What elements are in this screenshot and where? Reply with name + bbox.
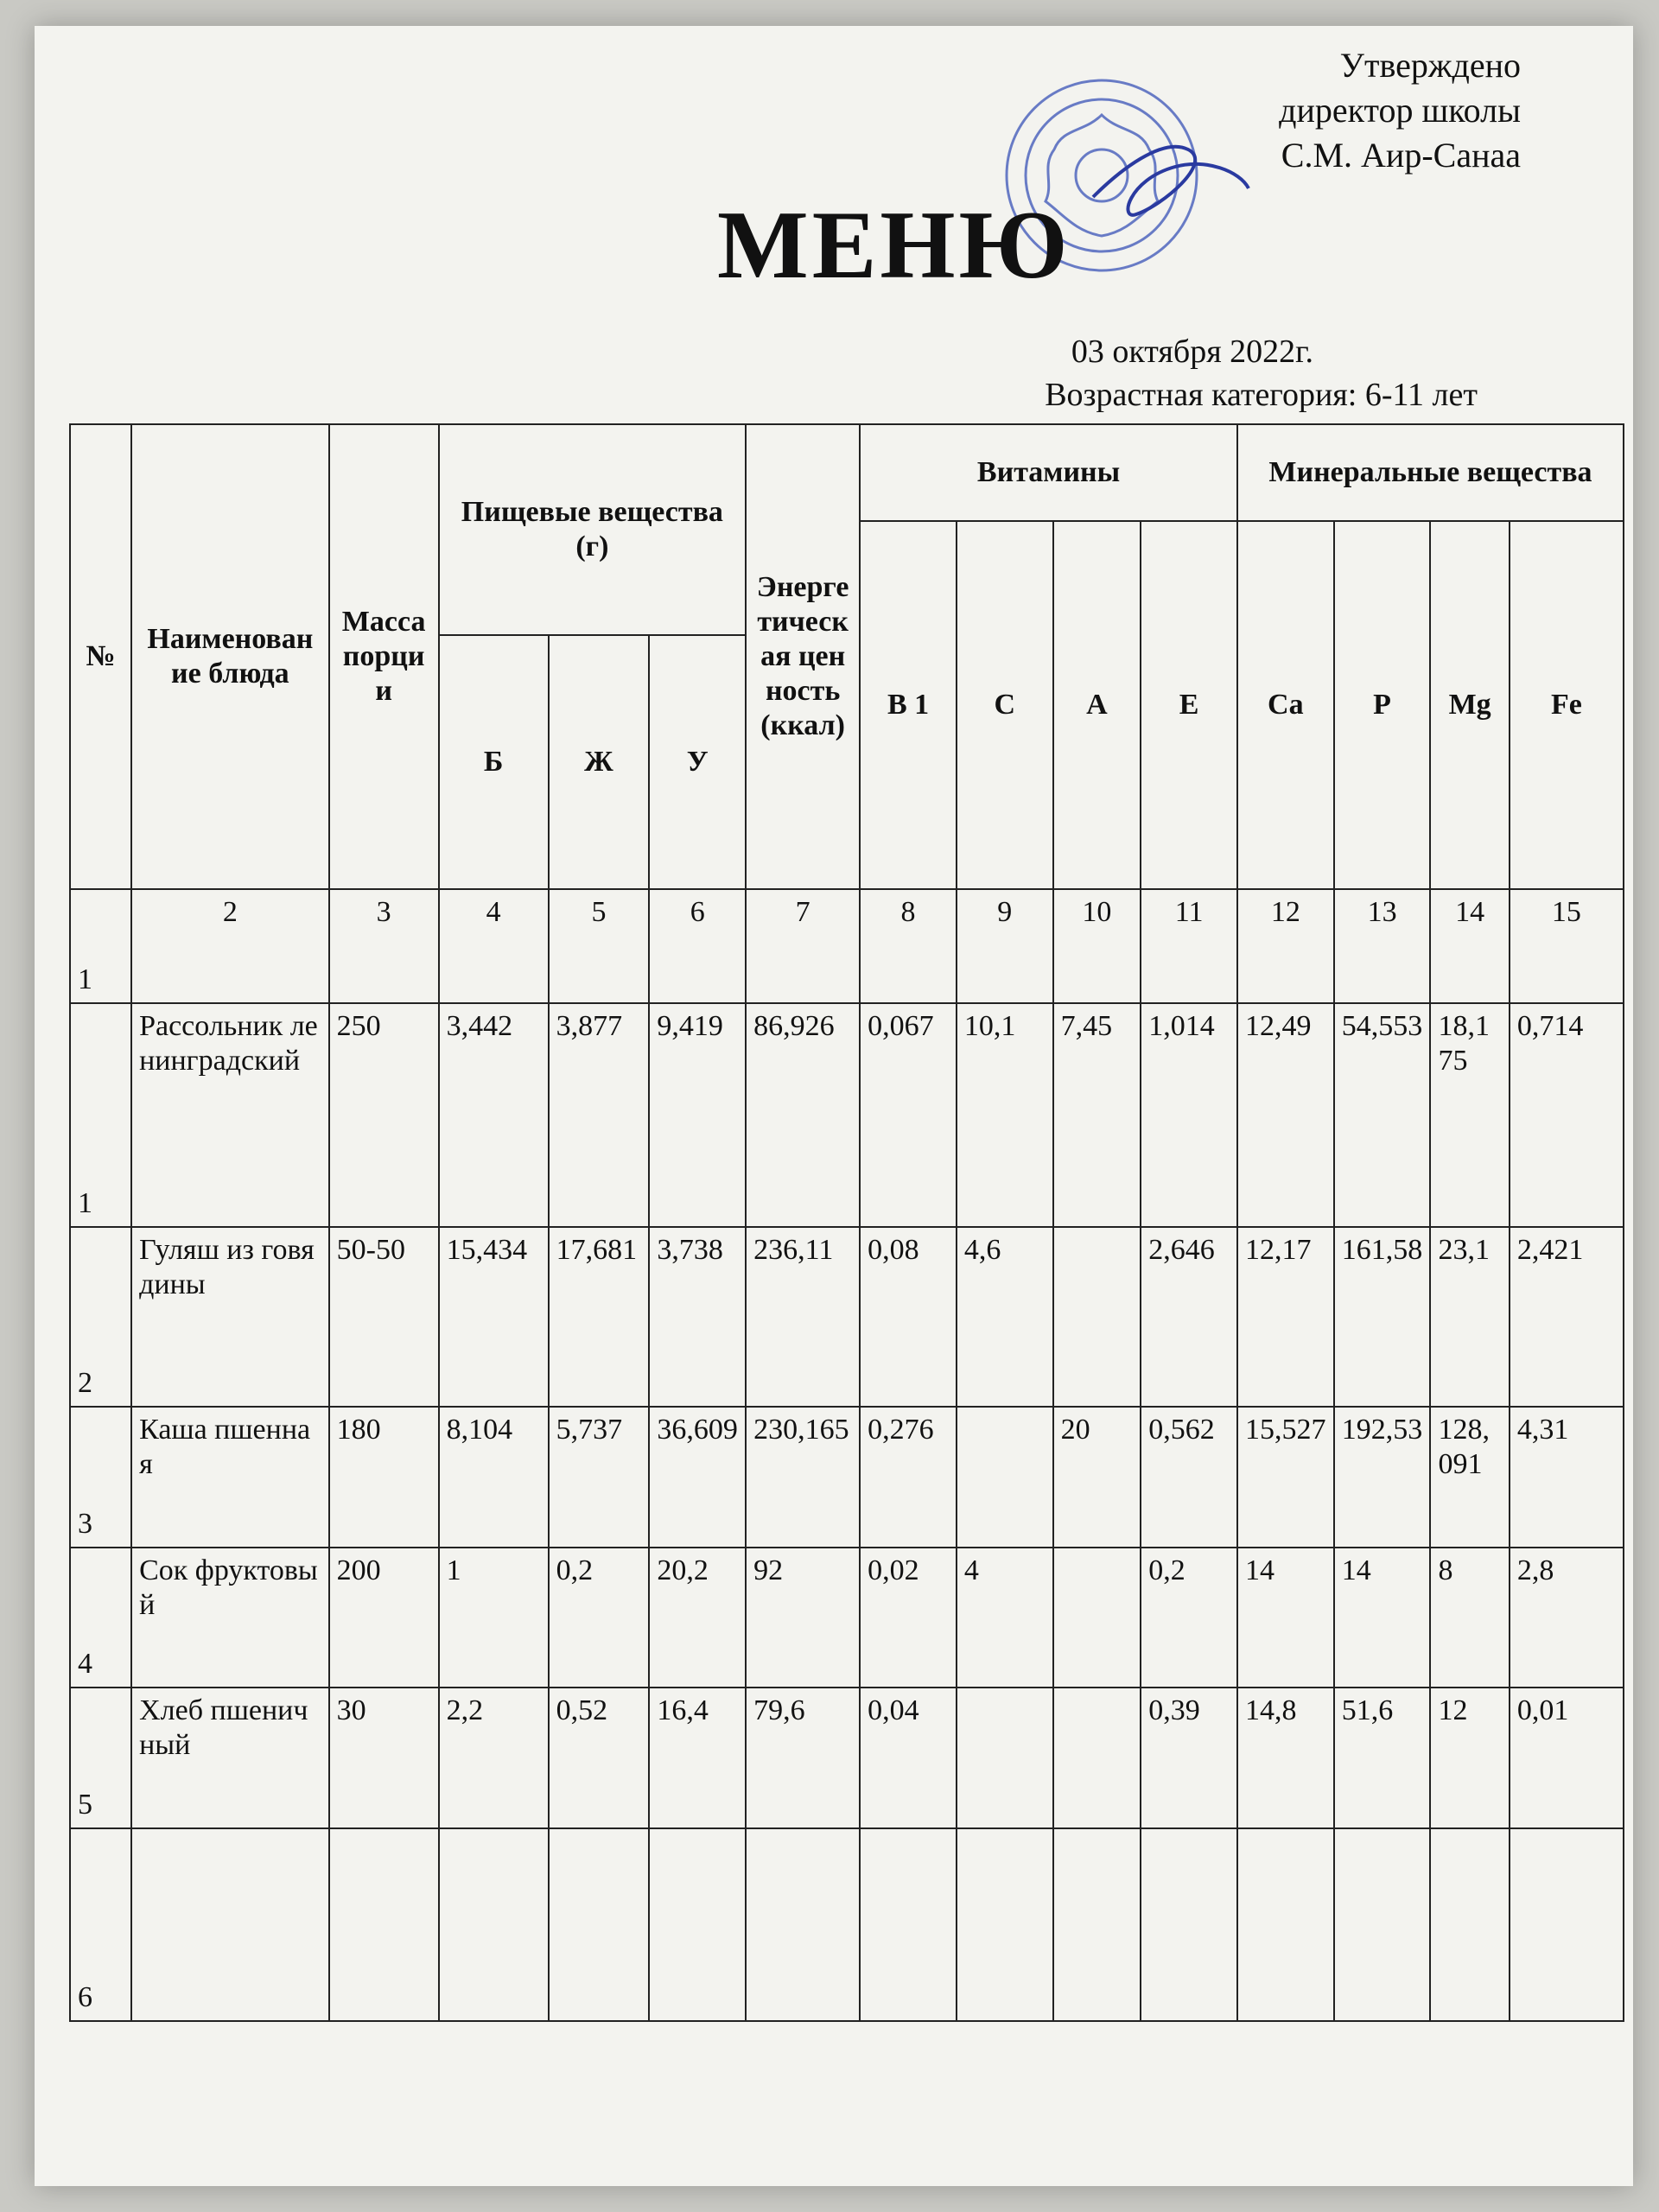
cell-mg: 8: [1430, 1548, 1509, 1688]
cell-e: 1,014: [1141, 1003, 1237, 1227]
cell-c: [957, 1407, 1053, 1547]
cell-dish: Гуляш из говядины: [131, 1227, 329, 1407]
cell-u: 20,2: [649, 1548, 746, 1688]
cell-b1: 0,08: [860, 1227, 957, 1407]
cell-u: [649, 1828, 746, 2021]
cell-fe: 0,01: [1510, 1688, 1624, 1827]
cell-b1: 0,04: [860, 1688, 957, 1827]
menu-date: 03 октября 2022г.: [1071, 334, 1313, 370]
cell-ca: 12,49: [1237, 1003, 1334, 1227]
cell-mg: 128,091: [1430, 1407, 1509, 1547]
header-e: Е: [1141, 521, 1237, 889]
cell-energy: [746, 1828, 860, 2021]
cell-b1: 0,067: [860, 1003, 957, 1227]
cell-fe: 2,8: [1510, 1548, 1624, 1688]
cell-p: 161,58: [1334, 1227, 1431, 1407]
cell-c: 4,6: [957, 1227, 1053, 1407]
cell-b1: 0,276: [860, 1407, 957, 1547]
table-row: [70, 1227, 1624, 1407]
cell-a: [1053, 1688, 1141, 1827]
header-b1: В 1: [860, 521, 957, 889]
cell-ca: 14,8: [1237, 1688, 1334, 1827]
header-b: Б: [439, 635, 549, 889]
col-number: 9: [957, 889, 1053, 1003]
col-number: 8: [860, 889, 957, 1003]
cell-num: 6: [70, 1828, 131, 2021]
cell-b: 1: [439, 1548, 549, 1688]
table-row: [70, 1003, 1624, 1227]
cell-mass: [329, 1828, 439, 2021]
menu-sheet: [35, 26, 1633, 2186]
cell-dish: Сок фруктовый: [131, 1548, 329, 1688]
cell-p: 54,553: [1334, 1003, 1431, 1227]
menu-table: [69, 423, 1624, 2022]
cell-energy: 236,11: [746, 1227, 860, 1407]
cell-a: 20: [1053, 1407, 1141, 1547]
cell-num: 1: [70, 1003, 131, 1227]
cell-b: 3,442: [439, 1003, 549, 1227]
col-number: 2: [131, 889, 329, 1003]
header-num: №: [70, 424, 131, 889]
table-row: [70, 1828, 1624, 2021]
cell-zh: [549, 1828, 650, 2021]
header-fe: Fe: [1510, 521, 1624, 889]
cell-fe: 0,714: [1510, 1003, 1624, 1227]
header-zh: Ж: [549, 635, 650, 889]
table-row: [70, 1688, 1624, 1827]
cell-e: 0,2: [1141, 1548, 1237, 1688]
cell-zh: 5,737: [549, 1407, 650, 1547]
cell-p: 14: [1334, 1548, 1431, 1688]
cell-b: 15,434: [439, 1227, 549, 1407]
col-number: 11: [1141, 889, 1237, 1003]
cell-mg: [1430, 1828, 1509, 2021]
cell-fe: 4,31: [1510, 1407, 1624, 1547]
approval-line-2: директор школы: [1279, 91, 1521, 130]
header-p: Р: [1334, 521, 1431, 889]
cell-u: 36,609: [649, 1407, 746, 1547]
cell-zh: 3,877: [549, 1003, 650, 1227]
cell-ca: [1237, 1828, 1334, 2021]
cell-dish: Каша пшенная: [131, 1407, 329, 1547]
header-vitamins: Витамины: [860, 424, 1237, 521]
cell-c: 10,1: [957, 1003, 1053, 1227]
header-mass: Масса порции: [329, 424, 439, 889]
age-category: Возрастная категория: 6-11 лет: [1045, 377, 1478, 413]
table-row: [70, 1548, 1624, 1688]
col-number: 12: [1237, 889, 1334, 1003]
cell-fe: [1510, 1828, 1624, 2021]
col-number: 10: [1053, 889, 1141, 1003]
col-number: 5: [549, 889, 650, 1003]
cell-mass: 30: [329, 1688, 439, 1827]
col-number: 6: [649, 889, 746, 1003]
cell-energy: 86,926: [746, 1003, 860, 1227]
cell-e: [1141, 1828, 1237, 2021]
col-number: 3: [329, 889, 439, 1003]
cell-p: [1334, 1828, 1431, 2021]
header-ca: Са: [1237, 521, 1334, 889]
cell-mass: 180: [329, 1407, 439, 1547]
cell-e: 2,646: [1141, 1227, 1237, 1407]
cell-energy: 92: [746, 1548, 860, 1688]
cell-ca: 14: [1237, 1548, 1334, 1688]
cell-a: 7,45: [1053, 1003, 1141, 1227]
cell-mass: 250: [329, 1003, 439, 1227]
page-title: МЕНЮ: [717, 192, 1071, 299]
cell-u: 9,419: [649, 1003, 746, 1227]
cell-mass: 200: [329, 1548, 439, 1688]
cell-zh: 0,2: [549, 1548, 650, 1688]
menu-body: [70, 1003, 1624, 2021]
cell-num: 2: [70, 1227, 131, 1407]
cell-fe: 2,421: [1510, 1227, 1624, 1407]
cell-num: 4: [70, 1548, 131, 1688]
cell-b1: 0,02: [860, 1548, 957, 1688]
cell-b: 2,2: [439, 1688, 549, 1827]
approval-line-3: С.М. Аир-Санаа: [1281, 136, 1521, 175]
cell-dish: Рассольник ленинградский: [131, 1003, 329, 1227]
cell-ca: 15,527: [1237, 1407, 1334, 1547]
header-mg: Mg: [1430, 521, 1509, 889]
cell-b: 8,104: [439, 1407, 549, 1547]
cell-zh: 17,681: [549, 1227, 650, 1407]
cell-p: 192,53: [1334, 1407, 1431, 1547]
cell-a: [1053, 1828, 1141, 2021]
header-nutrients: Пищевые вещества (г): [439, 424, 747, 635]
cell-mg: 23,1: [1430, 1227, 1509, 1407]
approval-line-1: Утверждено: [1339, 46, 1521, 85]
cell-zh: 0,52: [549, 1688, 650, 1827]
col-number: 13: [1334, 889, 1431, 1003]
header-energy: Энергетическая ценность (ккал): [746, 424, 860, 889]
cell-b1: [860, 1828, 957, 2021]
header-c: С: [957, 521, 1053, 889]
cell-a: [1053, 1548, 1141, 1688]
cell-p: 51,6: [1334, 1688, 1431, 1827]
cell-mass: 50-50: [329, 1227, 439, 1407]
cell-mg: 18,175: [1430, 1003, 1509, 1227]
header-a: А: [1053, 521, 1141, 889]
cell-ca: 12,17: [1237, 1227, 1334, 1407]
approval-block: [1279, 43, 1521, 178]
col-number: 4: [439, 889, 549, 1003]
cell-num: 5: [70, 1688, 131, 1827]
header-u: У: [649, 635, 746, 889]
header-dish: Наименование блюда: [131, 424, 329, 889]
cell-dish: Хлеб пшеничный: [131, 1688, 329, 1827]
cell-u: 16,4: [649, 1688, 746, 1827]
col-number: 7: [746, 889, 860, 1003]
cell-a: [1053, 1227, 1141, 1407]
cell-b: [439, 1828, 549, 2021]
cell-dish: [131, 1828, 329, 2021]
cell-mg: 12: [1430, 1688, 1509, 1827]
cell-e: 0,562: [1141, 1407, 1237, 1547]
col-number: 14: [1430, 889, 1509, 1003]
cell-e: 0,39: [1141, 1688, 1237, 1827]
cell-u: 3,738: [649, 1227, 746, 1407]
cell-c: 4: [957, 1548, 1053, 1688]
header-minerals: Минеральные вещества: [1237, 424, 1624, 521]
cell-c: [957, 1688, 1053, 1827]
numbering-row: [70, 889, 1624, 1003]
cell-energy: 230,165: [746, 1407, 860, 1547]
col-number: 15: [1510, 889, 1624, 1003]
table-row: [70, 1407, 1624, 1547]
col-number: 1: [70, 889, 131, 1003]
cell-num: 3: [70, 1407, 131, 1547]
cell-c: [957, 1828, 1053, 2021]
cell-energy: 79,6: [746, 1688, 860, 1827]
